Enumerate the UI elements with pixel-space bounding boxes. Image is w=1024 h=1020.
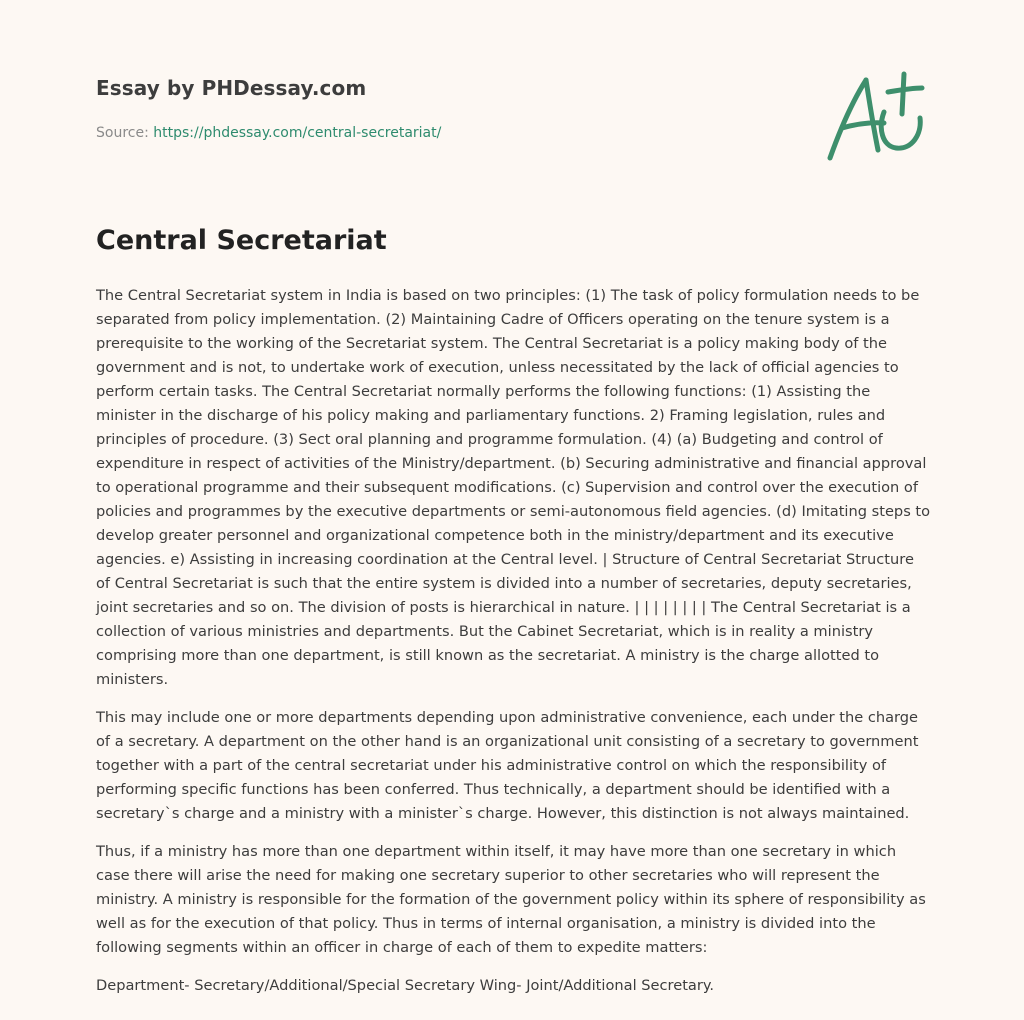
essay-body <box>96 284 932 1012</box>
source-line <box>96 125 441 141</box>
essay-paragraph: Thus, if a ministry has more than one department within itself, it may have more than one secretary in which case there will arise the need for making one secretary superior to other secretaries who will represent the ministry. A ministry is responsible for the formation of the government policy within its sphere of responsibility as well as for the execution of that policy. Thus in terms of internal organisation, a ministry is divided into the following segments within an officer in charge of each of them to expedite matters: <box>96 843 926 956</box>
essay-paragraph: The Central Secretariat system in India is based on two principles: (1) The task of policy formulation needs to be separated from policy implementation. (2) Maintaining Cadre of Officers operating on the tenure system is a prerequisite to the working of the Secretariat system. The Central Secretariat is a policy making body of the government and is not, to undertake work of execution, unless necessitated by the lack of official agencies to perform certain tasks. The Central Secretariat normally performs the following functions: (1) Assisting the minister in the discharge of his policy making and parliamentary functions. 2) Framing legislation, rules and principles of procedure. (3) Sect oral planning and programme formulation. (4) (a) Budgeting and control of expenditure in respect of activities of the Ministry/department. (b) Securing administrative and financial approval to operational programme and their subsequent modifications. (c) Supervision and control over the execution of policies and programmes by the executive departments or semi-autonomous field agencies. (d) Imitating steps to develop greater personnel and organizational competence both in the ministry/department and its executive agencies. e) Assisting in increasing coordination at the Central level. | Structure of Central Secretariat Structure of Central Secretariat is such that the entire system is divided into a number of secretaries, deputy secretaries, joint secretaries and so on. The division of posts is hierarchical in nature. | | | | | | | | The Central Secretariat is a collection of various ministries and departments. But the Cabinet Secretariat, which is in reality a ministry comprising more than one department, is still known as the secretariat. A ministry is the charge allotted to ministers. <box>96 287 931 688</box>
source-link[interactable]: https://phdessay.com/central-secretariat/ <box>153 125 442 141</box>
a-plus-logo-icon <box>822 68 930 166</box>
site-brand: Essay by PHDessay.com <box>96 76 367 100</box>
essay-title: Central Secretariat <box>96 225 387 256</box>
essay-paragraph: This may include one or more departments depending upon administrative convenience, each under the charge of a secretary. A department on the other hand is an organizational unit consisting of a secretary to government together with a part of the central secretariat under his administrative control on which the responsibility of performing specific functions has been conferred. Thus technically, a department should be identified with a secretary`s charge and a ministry with a minister`s charge. However, this distinction is not always maintained. <box>96 709 919 822</box>
source-label: Source: <box>96 125 149 141</box>
essay-paragraph: Department- Secretary/Additional/Special Secretary Wing- Joint/Additional Secretary. <box>96 977 715 994</box>
